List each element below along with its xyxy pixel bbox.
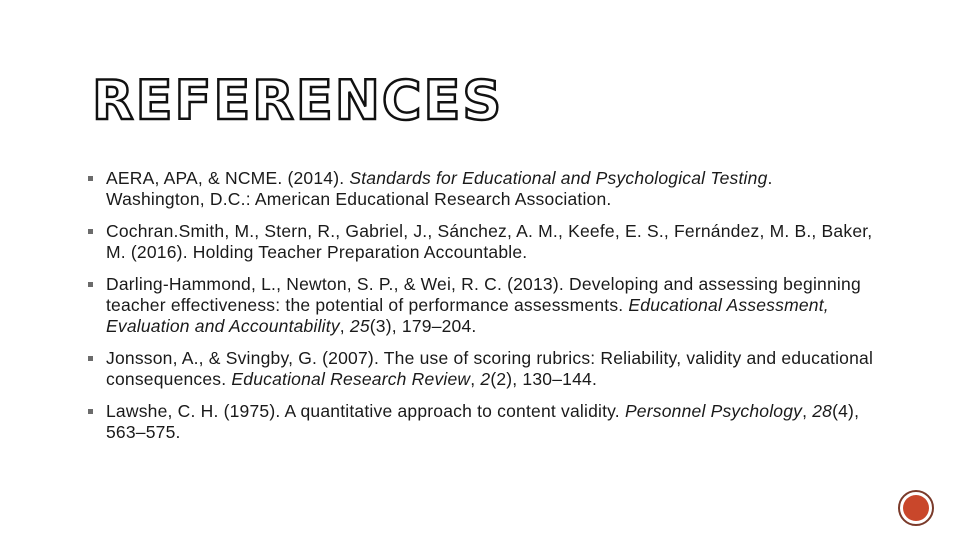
reference-text: Darling-Hammond, L., Newton, S. P., & Wei, R. C. (2013). Developing and assessing beginning teacher effectiveness: the potential of performance assessments. [106, 274, 861, 315]
reference-italic-text: Personnel Psychology [624, 401, 803, 421]
reference-text: , [339, 316, 350, 336]
reference-italic-text: 2 [480, 369, 491, 389]
square-bullet-icon [88, 409, 93, 414]
slide-title: REFERENCES [92, 69, 504, 132]
reference-item [86, 274, 876, 337]
square-bullet-icon [88, 176, 93, 181]
reference-item [86, 348, 876, 390]
reference-text: Jonsson, A., & Svingby, G. (2007). The use of scoring rubrics: Reliability, validity and educational consequences. [106, 348, 874, 389]
reference-text: . Washington, D.C.: American Educational Research Association. [106, 168, 773, 209]
reference-text: Cochran.Smith, M., Stern, R., Gabriel, J., Sánchez, A. M., Keefe, E. S., Fernández, M. B., Baker, M. (2016). Holding Teacher Preparation Accountable. [106, 221, 873, 262]
square-bullet-icon [88, 356, 93, 361]
reference-text: , [802, 401, 813, 421]
reference-text: (3), 179–204. [369, 316, 477, 336]
reference-italic-text: 28 [812, 401, 833, 421]
square-bullet-icon [88, 282, 93, 287]
reference-list [86, 168, 876, 454]
reference-italic-text: Educational Assessment, Evaluation and Accountability [106, 295, 829, 336]
square-bullet-icon [88, 229, 93, 234]
reference-italic-text: 25 [349, 316, 370, 336]
reference-item [86, 401, 876, 443]
reference-italic-text: Educational Research Review [231, 369, 471, 389]
reference-italic-text: Standards for Educational and Psychological Testing [349, 168, 768, 188]
reference-item [86, 221, 876, 263]
reference-text: Lawshe, C. H. (1975). A quantitative approach to content validity. [106, 401, 625, 421]
reference-item [86, 168, 876, 210]
badge-icon [903, 495, 929, 521]
reference-text: (2), 130–144. [490, 369, 598, 389]
slide-number-badge [898, 490, 934, 526]
reference-text: (4), 563–575. [106, 401, 860, 442]
reference-text: AERA, APA, & NCME. (2014). [106, 168, 350, 188]
reference-text: , [470, 369, 481, 389]
